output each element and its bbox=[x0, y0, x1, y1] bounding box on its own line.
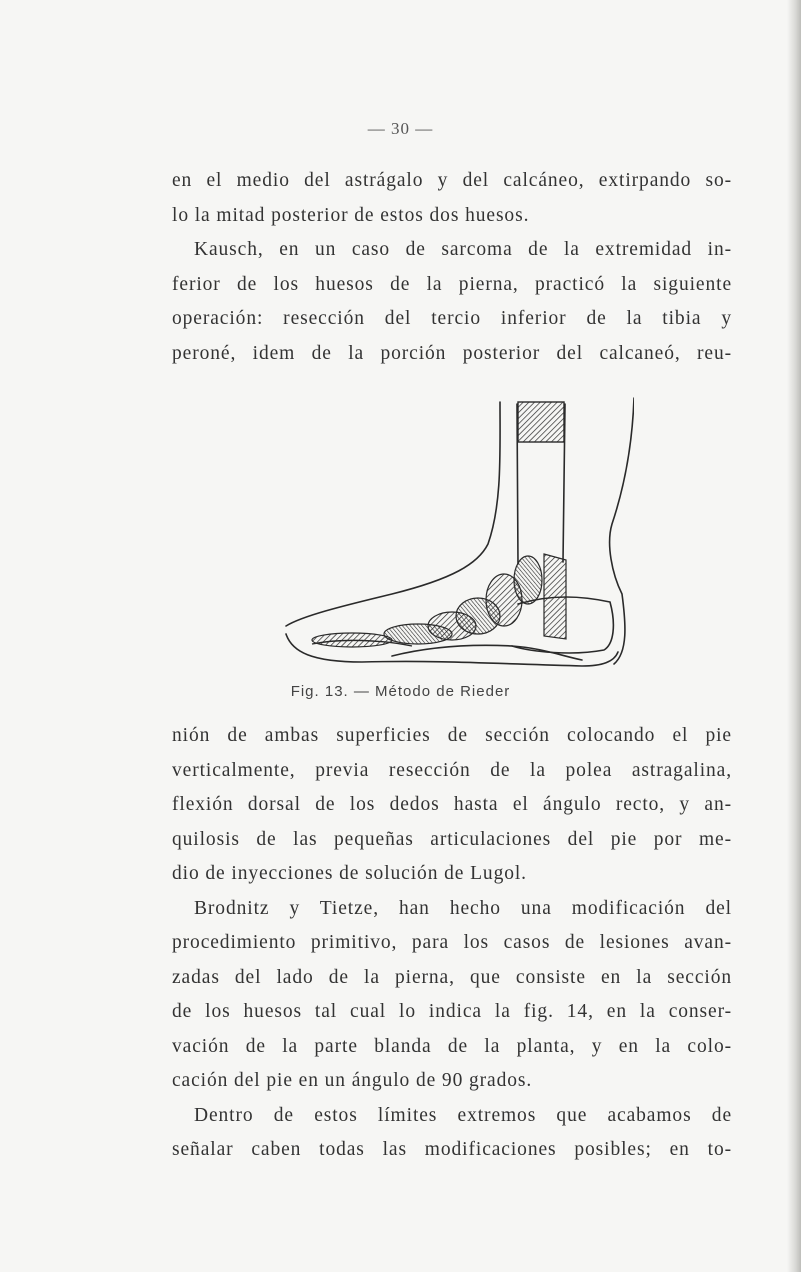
page-edge-shadow bbox=[787, 0, 801, 1272]
page-number: — 30 — bbox=[367, 119, 434, 138]
figure-caption: Fig. 13. — Método de Rieder bbox=[290, 683, 511, 700]
text-line: dio de inyecciones de solución de Lugol. bbox=[172, 863, 527, 884]
text-line: en el medio del astrágalo y del calcáneo, extirpando so- bbox=[172, 170, 732, 191]
text-line: ferior de los huesos de la pierna, practicó la siguiente bbox=[172, 273, 732, 295]
text-line: nión de ambas superficies de sección colocando el pie bbox=[172, 725, 732, 746]
text-line: Kausch, en un caso de sarcoma de la extremidad in- bbox=[194, 239, 732, 260]
text-line: peroné, idem de la porción posterior del calcaneó, reu- bbox=[172, 342, 732, 364]
text-line: cación del pie en un ángulo de 90 grados. bbox=[172, 1070, 533, 1091]
talus-hatched bbox=[544, 554, 566, 639]
text-block-top bbox=[172, 164, 732, 371]
text-line: vación de la parte blanda de la planta, y en la colo- bbox=[172, 1035, 732, 1057]
text-line: procedimiento primitivo, para los casos de lesiones avan- bbox=[172, 932, 732, 953]
tibia-section bbox=[518, 402, 564, 442]
text-block-bottom bbox=[172, 719, 732, 1168]
text-line: zadas del lado de la pierna, que consiste en la sección bbox=[172, 966, 732, 988]
text-line: quilosis de las pequeñas articulaciones del pie por me- bbox=[172, 828, 732, 850]
text-line: verticalmente, previa resección de la polea astragalina, bbox=[172, 759, 732, 781]
text-line: flexión dorsal de los dedos hasta el ángulo recto, y an- bbox=[172, 794, 732, 815]
text-line: señalar caben todas las modificaciones posibles; en to- bbox=[172, 1139, 732, 1160]
text-line: Dentro de estos límites extremos que acabamos de bbox=[194, 1104, 732, 1126]
text-line: Brodnitz y Tietze, han hecho una modificación del bbox=[194, 897, 732, 919]
text-line: lo la mitad posterior de estos dos huesos. bbox=[172, 204, 530, 226]
leg-front-outline bbox=[286, 402, 500, 626]
metatarsal-3 bbox=[384, 624, 452, 644]
text-line: de los huesos tal cual lo indica la fig. 14, en la conser- bbox=[172, 1001, 732, 1022]
text-line: operación: resección del tercio inferior de la tibia y bbox=[172, 308, 732, 329]
foot-amputation-figure bbox=[282, 394, 634, 672]
